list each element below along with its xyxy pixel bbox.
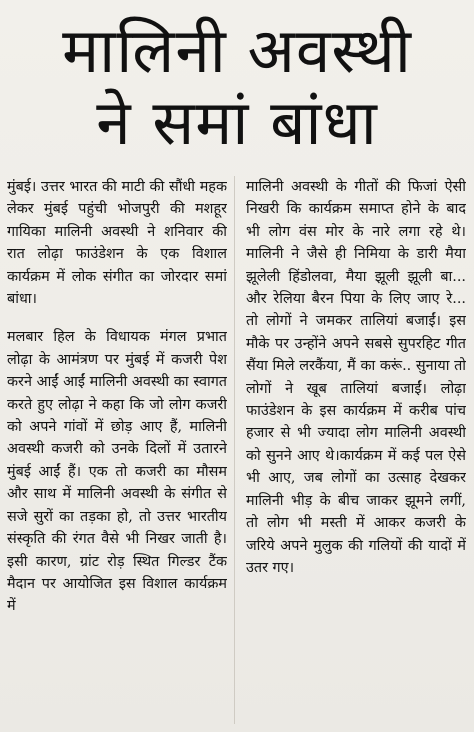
article-paragraph: मलबार हिल के विधायक मंगल प्रभात लोढ़ा के आमंत्रण पर मुंबई में कजरी पेश करने आईं आईं मालिनी अवस्थी का स्वागत करते हुए लोढ़ा ने कहा कि जो लोग कजरी को अपने गांवों में छोड़ आए हैं, मालिनी अवस्थी कजरी को उनके दिलों में उतारने मुंबई आईं हैं। एक तो कजरी का मौसम और साथ में मालिनी अवस्थी के संगीत से सजे सुरों का तड़का हो, तो उत्तर भारतीय संस्कृति की रंगत वैसे भी निखर जाती है। इसी कारण, ग्रांट रोड़ स्थित गिल्डर टैंक मैदान पर आयोजित इस विशाल कार्यक्रम में: [7, 329, 227, 615]
article-paragraph: मालिनी अवस्थी के गीतों की फिजां ऐसी निखरी कि कार्यक्रम समाप्त होने के बाद भी लोग वंस मोर के नारे लगा रहे थे। मालिनी ने जैसे ही निमिया के डारी मैया झूलेली हिंडोलवा, मैया झूली झूली बा... और रेलिया बैरन पिया के लिए जाए रे... तो लोगों ने जमकर तालियां बजाईं। इस मौके पर उन्होंने अपने सबसे सुपरहिट गीत सैंया मिले लरकैंया, मैं का करूं.. सुनाया तो लोगों ने खूब तालियां बजाईं। लोढ़ा फाउंडेशन के इस कार्यक्रम में करीब पांच हजार से भी ज्यादा लोग मालिनी अवस्थी को सुनने आए थे।कार्यक्रम में कई पल ऐसे भी आए, जब लोगों का उत्साह देखकर मालिनी भीड़ के बीच जाकर झूमने लगीं, तो लोग भी मस्ती में आकर कजरी के जरिये अपने मुलुक की गलियों की यादों में उतर गए।: [246, 179, 466, 576]
column-divider: [234, 176, 235, 724]
article-column-right: [246, 176, 466, 726]
bleed-through-text: [330, 706, 470, 726]
headline-line-2: ने समां बांधा: [96, 86, 378, 159]
headline-line-1: मालिनी अवस्थी: [62, 14, 412, 87]
article-paragraph: मुंबई। उत्तर भारत की माटी की सौंधी महक लेकर मुंबई पहुंची भोजपुरी की मशहूर गायिका मालिनी अवस्थी ने शनिवार की रात लोढ़ा फाउंडेशन के एक विशाल कार्यक्रम में लोक संगीत का जोरदार समां बांधा।: [7, 179, 227, 308]
article-column-left: [7, 176, 227, 726]
